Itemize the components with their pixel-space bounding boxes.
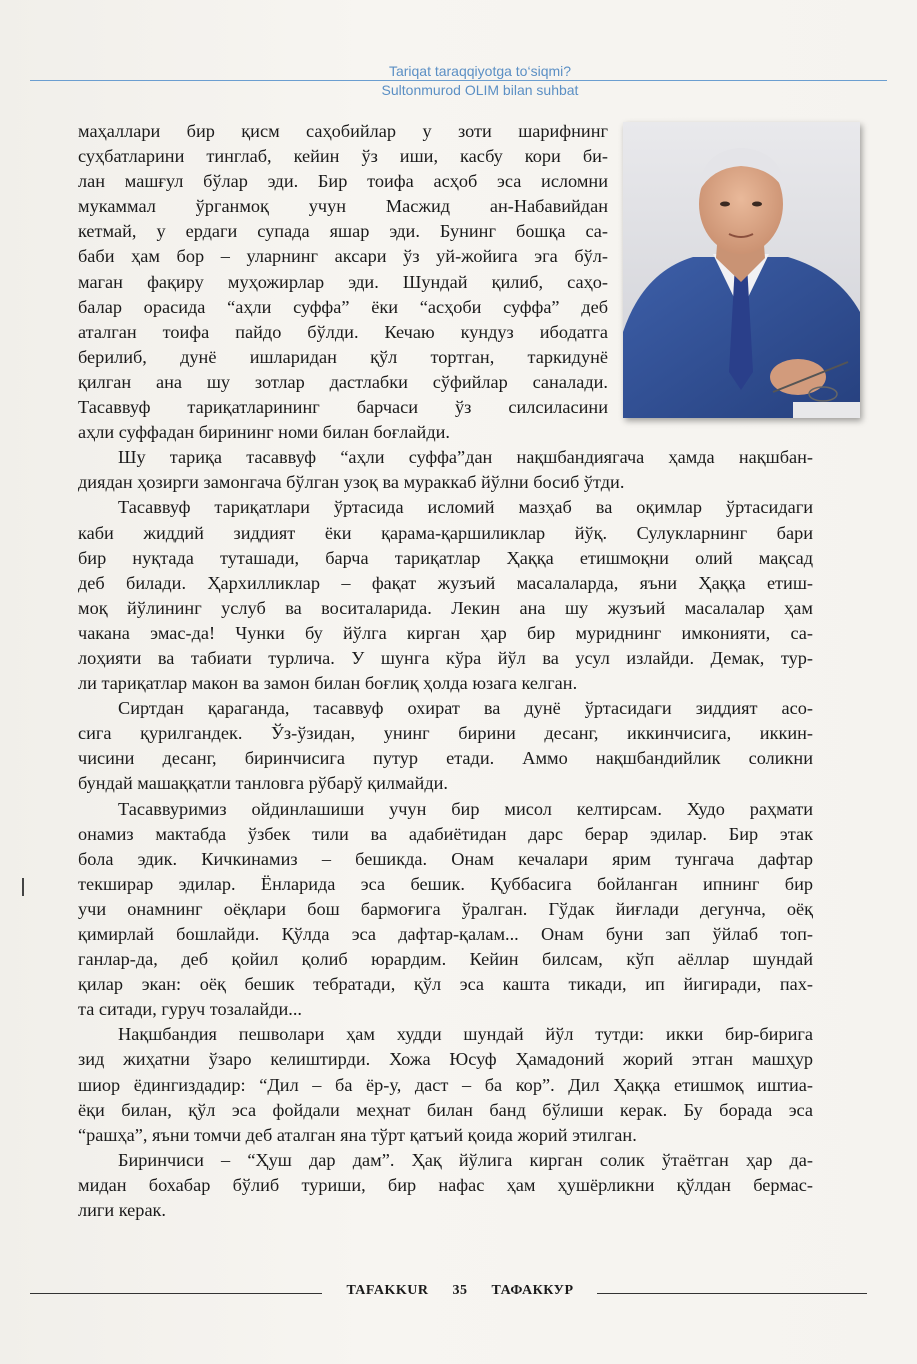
footer-rule-left bbox=[30, 1293, 322, 1294]
text-line: учи онамнинг оёқлари бош бармоғига ўралган. Гўдак йиғлади дегунча, оёқ bbox=[78, 898, 813, 919]
text-line: лан машғул бўлар эди. Бир тоифа асҳоб эса исломни bbox=[78, 171, 608, 192]
text-line: ёқи билан, қўл эса фойдали меҳнат билан банд бўлиши керак. Бу борада эса bbox=[78, 1099, 813, 1120]
paragraph bbox=[78, 495, 813, 696]
text-line: кетмай, у ердаги супада яшар эди. Бунинг бошқа са- bbox=[78, 221, 608, 242]
text-line: ли тариқатлар макон ва замон билан боғлиқ ҳолда юзага келган. bbox=[78, 673, 578, 694]
text-line: аҳли суффадан бирининг номи билан боғлайди. bbox=[78, 422, 450, 443]
text-line: Биринчиси – “Ҳуш дар дам”. Ҳақ йўлига кирган солик ўтаётган ҳар да- bbox=[118, 1149, 813, 1170]
running-head bbox=[300, 62, 660, 100]
text-line: балар орасида “аҳли суффа” ёки “асҳоби суффа” деб bbox=[78, 296, 608, 317]
paragraph bbox=[78, 797, 813, 1023]
paragraph bbox=[78, 445, 813, 495]
text-line: шиор ёдингиздадир: “Дил – ба ёр-у, даст – ба кор”. Дил Ҳаққа етишмоқ иштиа- bbox=[78, 1074, 813, 1095]
text-line: бир нуқтада туташади, барча тариқатлар Ҳаққа етишмоқни олий мақсад bbox=[78, 547, 813, 568]
text-line: қилар экан: оёқ бешик тебратади, қўл эса кашта тикади, ип йигиради, пах- bbox=[78, 974, 813, 995]
text-line: Тасаввуф тариқатларининг барчаси ўз силсиласини bbox=[78, 397, 608, 418]
text-line: бола эдик. Кичкинамиз – бешикда. Онам кечалари ярим тунгача дафтар bbox=[78, 848, 813, 869]
text-line: чакана эмас-да! Чунки бу йўлга кирган ҳар бир муриднинг имконияти, са- bbox=[78, 622, 813, 643]
text-line: берилиб, дунё ишларидан қўл тортган, таркидунё bbox=[78, 346, 608, 367]
text-line: қилган ана шу зотлар дастлабки сўфийлар саналади. bbox=[78, 371, 608, 392]
paragraph bbox=[78, 696, 813, 796]
page-footer bbox=[30, 1283, 867, 1303]
text-line: зид жиҳатни ўзаро келиштирди. Хожа Юсуф Ҳамадоний жорий этган машҳур bbox=[78, 1049, 813, 1070]
text-line: каби жиддий зиддият ёки қарама-қаршиликлар йўқ. Сулукларнинг бари bbox=[78, 522, 813, 543]
text-line: диядан ҳозирги замонгача бўлган узоқ ва мураккаб йўлни босиб ўтди. bbox=[78, 472, 625, 493]
text-line: Сиртдан қараганда, тасаввуф охират ва дунё ўртасидаги зиддият асо- bbox=[118, 698, 813, 719]
text-line: маган фақиру муҳожирлар эди. Шундай қилиб, саҳо- bbox=[78, 271, 608, 292]
text-line: лиги керак. bbox=[78, 1200, 167, 1221]
text-line: мидан бохабар бўлиб туриши, бир нафас ҳам ҳушёрликни қўлдан бермас- bbox=[78, 1174, 813, 1195]
text-line: деб билади. Ҳархилликлар – фақат жузъий масалаларда, яъни Ҳаққа етиш- bbox=[78, 572, 813, 593]
text-line: онамиз мактабда ўзбек тили ва адабиётидан дарс берар эдилар. Бир этак bbox=[78, 823, 813, 844]
text-line: лоҳияти ва табиати турлича. У шунга кўра йўл ва усул излайди. Демак, тур- bbox=[78, 647, 813, 668]
footer-rule-right bbox=[597, 1293, 867, 1294]
text-line: қимирлай бошлайди. Қўлда эса дафтар-қалам... Онам буни зап ўйлаб топ- bbox=[78, 924, 813, 944]
header-rule bbox=[30, 80, 887, 81]
article-body bbox=[78, 119, 813, 1223]
text-line: та ситади, гуруч тозалайди... bbox=[78, 999, 302, 1020]
text-line: “рашҳа”, яъни томчи деб аталган яна тўрт қатъий қоида жорий этилган. bbox=[78, 1124, 637, 1145]
footer-title-latin: TAFAKKUR bbox=[346, 1283, 429, 1298]
text-line: мукаммал ўрганмоқ учун Масжид ан-Набавийдан bbox=[78, 196, 608, 217]
text-line: Тасаввуримиз ойдинлашиши учун бир мисол келтирсам. Худо раҳмати bbox=[118, 798, 813, 819]
text-line: текширар эдилар. Ёнларида эса бешик. Қуббасига бойланган ипнинг бир bbox=[78, 873, 813, 894]
text-line: Шу тариқа тасаввуф “аҳли суффа”дан нақшбандиягача ҳамда нақшбан- bbox=[118, 447, 813, 468]
footer-title-cyrillic: ТАФАККУР bbox=[491, 1283, 574, 1298]
text-line: баби ҳам бор – уларнинг аксари ўз уй-жойига эга бўл- bbox=[78, 246, 608, 267]
text-line: бундай машаққатли танловга рўбарў қилмайди. bbox=[78, 773, 448, 794]
text-line: аталган тоифа пайдо бўлди. Кечаю кундуз ибодатга bbox=[78, 321, 608, 342]
paragraph bbox=[78, 1022, 813, 1147]
running-head-title: Tariqat taraqqiyotga to‘siqmi? bbox=[388, 63, 572, 79]
text-line: сига қурилгандек. Ўз-ўзидан, унинг бирини десанг, иккинчисига, иккин- bbox=[78, 723, 813, 744]
paragraph bbox=[78, 119, 813, 445]
text-line: моқ йўлининг услуб ва воситаларида. Лекин ана шу жузъий масалалар ҳам bbox=[78, 597, 813, 618]
text-line: Тасаввуф тариқатлари ўртасида исломий мазҳаб ва оқимлар ўртасидаги bbox=[118, 497, 813, 518]
text-line: суҳбатларини тинглаб, кейин ўз иши, касбу кори би- bbox=[78, 146, 608, 167]
text-line: маҳаллари бир қисм саҳобийлар у зоти шарифнинг bbox=[78, 121, 608, 141]
text-line: чисини десанг, биринчисига путур етади. Аммо нақшбандийлик соликни bbox=[78, 748, 813, 769]
running-head-subtitle: Sultonmurod OLIM bilan suhbat bbox=[381, 82, 579, 98]
margin-mark bbox=[22, 878, 24, 896]
footer-label bbox=[330, 1283, 590, 1299]
text-line: ганлар-да, деб қойил қолиб юрардим. Кейин билсам, кўп аёллар шундай bbox=[78, 949, 813, 970]
paragraph bbox=[78, 1148, 813, 1223]
page-number: 35 bbox=[452, 1283, 468, 1298]
text-line: Нақшбандия пешволари ҳам худди шундай йўл тутди: икки бир-бирига bbox=[118, 1024, 813, 1045]
